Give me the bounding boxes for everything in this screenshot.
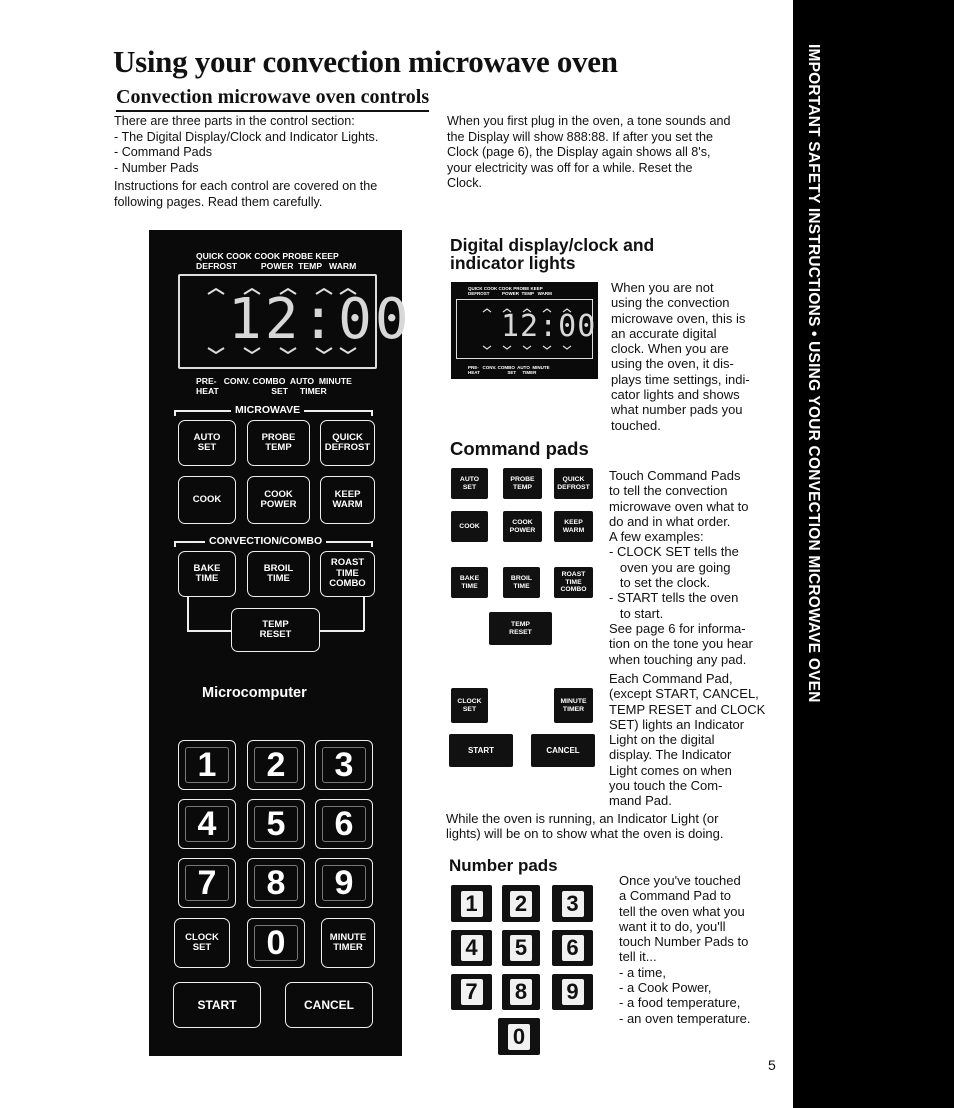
bake-time-button[interactable]: BAKE TIME [178,551,236,597]
temp-bracket-right [363,597,365,631]
probe-temp-button[interactable]: PROBE TEMP [247,420,310,466]
page-title: Using your convection microwave oven [113,44,618,79]
roast-time-combo-button[interactable]: ROAST TIME COMBO [320,551,375,597]
start-button[interactable]: START [173,982,261,1028]
running-text: While the oven is running, an Indicator Light (or lights) will be on to show what the oven is doing. [446,811,724,842]
convection-bracket-left [174,541,176,547]
number-pad-9[interactable]: 9 [315,858,373,908]
mini-cancel: CANCEL [531,734,595,767]
keep-warm-button[interactable]: KEEP WARM [320,476,375,524]
mini-number-0: 0 [498,1018,540,1055]
section-subtitle: Convection microwave oven controls [116,86,429,112]
display-digits: 12:00 [228,287,412,352]
mini-minute-timer: MINUTE TIMER [554,688,593,723]
temp-bracket-bottom-left [187,630,232,632]
panel-top-labels-2: DEFROST POWER TEMP WARM [196,261,357,271]
microwave-bracket-left [174,410,176,416]
temp-reset-button[interactable]: TEMP RESET [231,608,320,652]
command-text-a: Touch Command Pads to tell the convection microwave oven what to do and in what order. A few examples: - CLOCK SET tells the oven you are going to set the clock. - START tells the oven to start. See page 6 for informa- tion on the tone you hear when touching any pad. [609,468,753,667]
number-pad-2[interactable]: 2 [247,740,305,790]
mini-number-9: 9 [552,974,593,1010]
cook-power-button[interactable]: COOK POWER [247,476,310,524]
quick-defrost-button[interactable]: QUICK DEFROST [320,420,375,466]
digital-text: When you are not using the convection microwave oven, this is an accurate digital clock. When you are using the oven, it dis- plays time settings, indi- cator lights and shows what number pads you touched. [611,280,750,433]
digital-display [178,274,412,369]
cook-button[interactable]: COOK [178,476,236,524]
mini-bake-time: BAKE TIME [451,567,488,598]
small-display-digits: 12:00 [501,309,597,344]
microcomputer-label: Microcomputer [202,685,307,701]
mini-number-2: 2 [502,885,540,922]
convection-bracket-right [371,541,373,547]
mini-start: START [449,734,513,767]
intro-left: There are three parts in the control section: - The Digital Display/Clock and Indicator Lights. - Command Pads - Number Pads Instructions for each control are covered on the following pages. Read them carefully. [114,114,379,209]
broil-time-button[interactable]: BROIL TIME [247,551,310,597]
mini-number-7: 7 [451,974,492,1010]
microwave-bracket-right [371,410,373,416]
panel-bottom-labels-1: PRE- CONV. COMBO AUTO MINUTE [196,376,352,386]
number-pad-1[interactable]: 1 [178,740,236,790]
intro-right: When you first plug in the oven, a tone sounds and the Display will show 888:88. If after you set the Clock (page 6), the Display again shows all 8's, your electricity was off for a while. Reset the Clock. [447,114,731,190]
small-display-labels-1: QUICK COOK COOK PROBE KEEP [468,286,543,291]
mini-temp-reset: TEMP RESET [489,612,552,645]
mini-clock-set: CLOCK SET [451,688,488,723]
panel-top-labels-1: QUICK COOK COOK PROBE KEEP [196,251,339,261]
small-display-labels-2: DEFROST POWER TEMP WARM [468,291,552,296]
mini-number-6: 6 [552,930,593,966]
minute-timer-button[interactable]: MINUTE TIMER [321,918,375,968]
number-pad-7[interactable]: 7 [178,858,236,908]
control-panel [149,230,412,1056]
mini-cook-power: COOK POWER [503,511,542,542]
small-display-labels-3: PRE- CONV. COMBO AUTO MINUTE [468,365,550,370]
mini-broil-time: BROIL TIME [503,567,540,598]
convection-label: CONVECTION/COMBO [205,535,326,547]
mini-roast-time-combo: ROAST TIME COMBO [554,567,593,598]
mini-keep-warm: KEEP WARM [554,511,593,542]
auto-set-button[interactable]: AUTO SET [178,420,236,466]
number-pad-5[interactable]: 5 [247,799,305,849]
number-pad-3[interactable]: 3 [315,740,373,790]
number-pad-8[interactable]: 8 [247,858,305,908]
clock-set-button[interactable]: CLOCK SET [174,918,230,968]
number-pad-6[interactable]: 6 [315,799,373,849]
mini-cook: COOK [451,511,488,542]
mini-number-3: 3 [552,885,593,922]
number-pad-4[interactable]: 4 [178,799,236,849]
mini-quick-defrost: QUICK DEFROST [554,468,593,499]
mini-probe-temp: PROBE TEMP [503,468,542,499]
mini-number-4: 4 [451,930,492,966]
small-display-segments [457,300,591,357]
digital-heading: Digital display/clock and indicator lights [450,235,655,273]
number-pad-0[interactable]: 0 [247,918,305,968]
temp-bracket-left [187,597,189,631]
panel-bottom-labels-2: HEAT SET TIMER [196,386,327,396]
number-heading: Number pads [449,856,558,875]
microwave-label: MICROWAVE [231,404,304,416]
command-heading: Command pads [450,438,589,459]
side-title: IMPORTANT SAFETY INSTRUCTIONS • USING YOUR CONVECTION MICROWAVE OVEN [805,44,822,703]
mini-auto-set: AUTO SET [451,468,488,499]
small-display-screen [456,299,597,359]
mini-number-5: 5 [502,930,540,966]
command-text-b: Each Command Pad, (except START, CANCEL, TEMP RESET and CLOCK SET) lights an Indicator Light on the digital display. The Indicator Light comes on when you touch the Com- mand Pad. [609,671,766,809]
temp-bracket-bottom-right [319,630,364,632]
number-text: Once you've touched a Command Pad to tell the oven what you want it to do, you'll touch Number Pads to tell it... - a time, - a Cook Power, - a food temperature, - an oven temperature. [619,873,751,1026]
small-display-labels-4: HEAT SET TIMER [468,370,537,375]
mini-number-8: 8 [502,974,540,1010]
cancel-button[interactable]: CANCEL [285,982,373,1028]
small-display-panel [451,282,598,379]
mini-number-1: 1 [451,885,492,922]
page-number: 5 [768,1057,776,1073]
